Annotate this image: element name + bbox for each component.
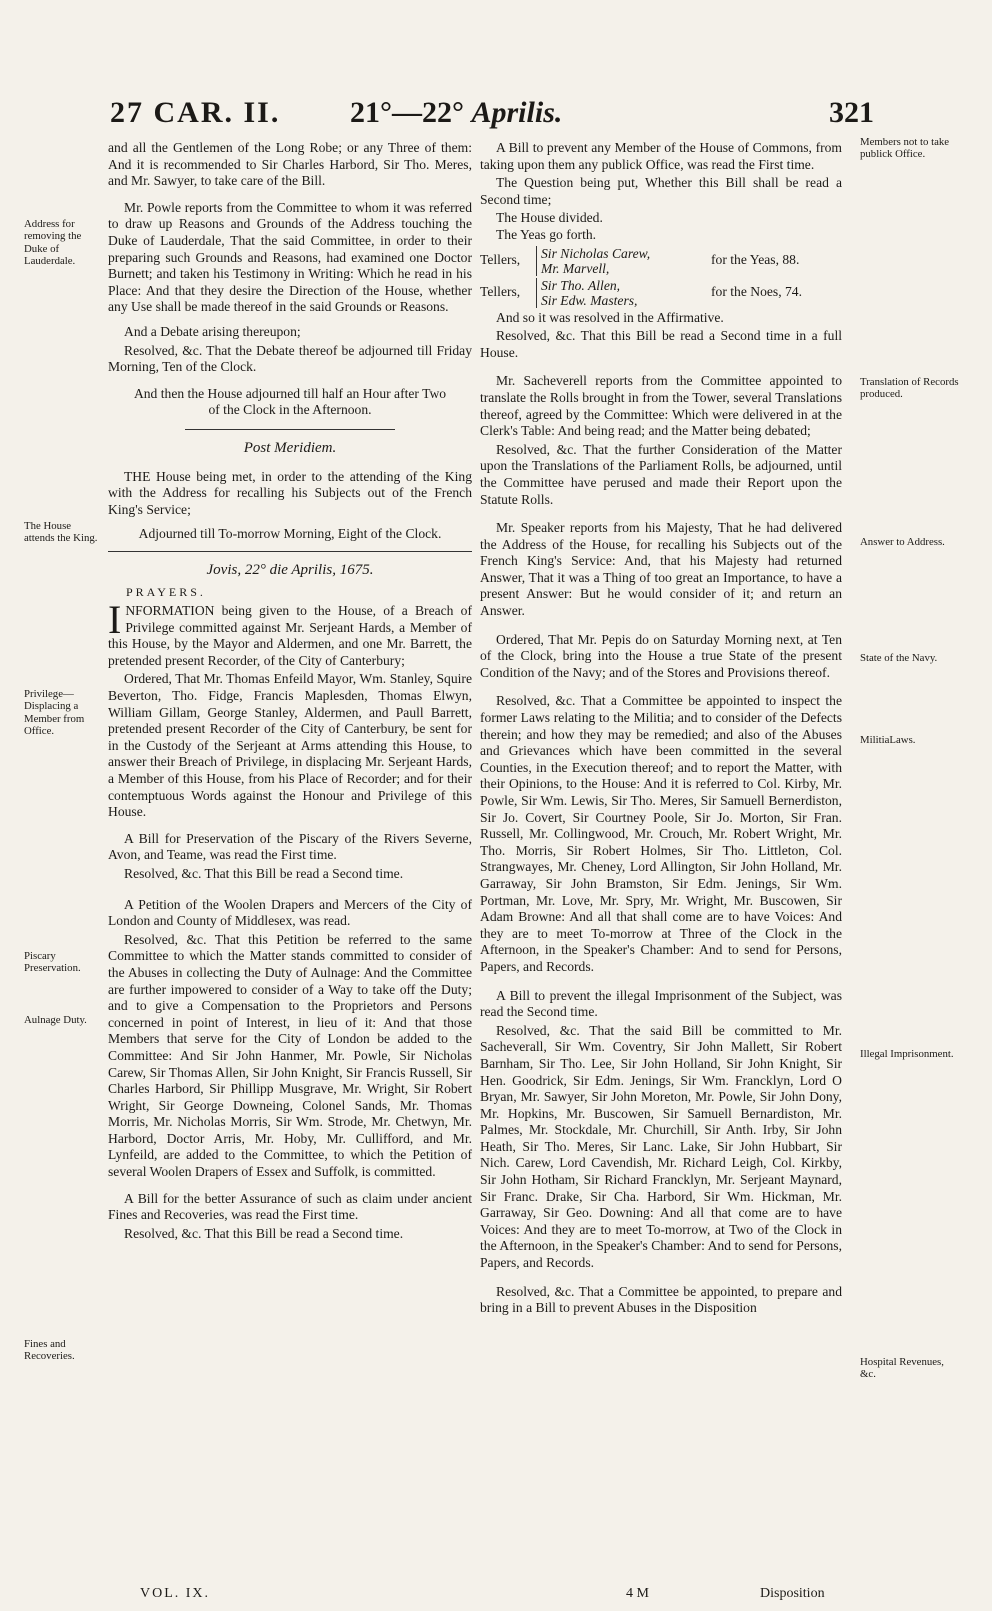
- printer-signature: 4 M: [626, 1586, 649, 1601]
- tellers-result: for the Noes, 74.: [711, 284, 802, 300]
- paragraph: Mr. Sacheverell reports from the Committee appointed to translate the Rolls brought in from the Tower, several Translations thereof, agreed by the Committee: Which were delivered in at the Clerk's Table: And being read; and the Matter being debated;: [480, 373, 842, 439]
- margin-note: MilitiaLaws.: [860, 734, 916, 746]
- margin-note: Members not to take publick Office.: [860, 136, 950, 161]
- drop-cap: I: [108, 597, 122, 643]
- paragraph: The Question being put, Whether this Bill shall be read a Second time;: [480, 175, 842, 207]
- paragraph: Mr. Speaker reports from his Majesty, That he had delivered the Address of the House, for recalling his Subjects out of the French King's Service: And, that his Majesty had returned Answer, That it was a Thing of too great an Importance, to have a present Answer: But he would consider of it; and return an Answer.: [480, 520, 842, 619]
- paragraph: A Bill to prevent any Member of the House of Commons, from taking upon them any publick Office, was read the First time.: [480, 140, 842, 172]
- paragraph: and all the Gentlemen of the Long Robe; or any Three of them: And it is recommended to Sir Charles Harbord, Sir Tho. Meres, and Mr. Sawyer, to take care of the Bill.: [108, 140, 472, 189]
- section-heading: Post Meridiem.: [243, 439, 337, 456]
- paragraph: Resolved, &c. That the Debate thereof be adjourned till Friday Morning, Ten of the Clock.: [108, 342, 472, 375]
- paragraph: Resolved, &c. That a Committee be appointed to inspect the former Laws relating to the Militia; and to consider of the Defects therein; and how they may be remedied; and also of the Abuses and Grievances which have been committed in the several Counties, in the Execution thereof; and to report the Matter, with their Opinions, to the House: And it is referred to Col. Kirby, Mr. Powle, Sir Wm. Lewis, Sir Tho. Meres, Sir Samuell Bernerdiston, Sir Jo. Covert, Sir Courtney Poole, Sir Jo. Morton, Sir Fran. Russell, Mr. Collingwood, Mr. Crouch, Mr. Robert Wright, Mr. Tho. Morris, Sir Robert Holmes, Sir Tho. Littleton, Col. Strangwayes, Mr. Cheney, Lord Allington, Sir John Holland, Mr. Garraway, Sir John Bramston, Sir Edm. Jenings, Sir Wm. Portman, Mr. Love, Mr. Spry, Mr. Wright, Mr. Buscowen, Sir Adam Browne: And all that shall come are to have Voices: And they are to meet To-morrow at Three of the Clock in the Afternoon, in the Speaker's Chamber: And to send for Persons, Papers, and Records.: [480, 693, 842, 974]
- paragraph: The Yeas go forth.: [496, 226, 597, 242]
- paragraph: Resolved, &c. That this Petition be referred to the same Committee to which the Matter stands committed to consider of the Abuses in collecting the Duty of Aulnage: And the Committee are further impowered to consider of a Way to take off the Duty; and to give a Compensation to the Proprietors and Persons concerned in point of Interest, in lieu of it: And that those Members that serve for the City of London be added to the Committee: And Sir John Hanmer, Mr. Powle, Sir Nicholas Carew, Sir Thomas Allen, Sir John Knight, Sir Francis Russell, Sir Charles Harbord, Sir Phillipp Musgrave, Mr. Wright, Sir Robert Wright, Sir George Downeing, Colonel Sands, Mr. Thomas Morris, Mr. Nicholas Morris, Sir Wm. Strode, Mr. Chetwyn, Mr. Harbord, Doctor Arris, Mr. Hoby, Mr. Cullifford, and Mr. Lynfeild, are added to the Committee, to which the Petition of several Woolen Drapers of Essex and Suffolk, is committed.: [108, 931, 472, 1180]
- paragraph: THE House being met, in order to the attending of the King with the Address for recalling his Subjects out of the French King's Service;: [108, 468, 472, 517]
- paragraph: A Bill for the better Assurance of such as claim under ancient Fines and Recoveries, was read the First time.: [108, 1190, 472, 1223]
- tellers-names: [536, 246, 691, 276]
- margin-note: Fines and Recoveries.: [24, 1338, 75, 1363]
- tellers-label: Tellers,: [480, 284, 521, 300]
- tellers-yeas: [480, 246, 842, 276]
- margin-note: Aulnage Duty.: [24, 1014, 87, 1026]
- regnal-year: 27 CAR. II.: [110, 96, 281, 129]
- paragraph: [108, 597, 472, 669]
- divider: [185, 429, 395, 430]
- margin-note: Address for removing the Duke of Lauderdale.: [24, 218, 82, 268]
- margin-note: Illegal Imprisonment.: [860, 1048, 954, 1060]
- prayers-heading: PRAYERS.: [126, 585, 206, 600]
- tellers-result: for the Yeas, 88.: [711, 252, 800, 268]
- paragraph: Resolved, &c. That this Bill be read a Second time.: [124, 865, 404, 881]
- paragraph: A Petition of the Woolen Drapers and Mercers of the City of London and County of Middlesex, was read.: [108, 896, 472, 929]
- paragraph: Resolved, &c. That this Bill be read a Second time in a full House.: [480, 328, 842, 360]
- header-month: Aprilis.: [471, 96, 563, 129]
- tellers-label: Tellers,: [480, 252, 521, 268]
- header-date-range: 21°—22°: [350, 96, 464, 129]
- paragraph: The House divided.: [496, 210, 603, 226]
- margin-note: Privilege—Displacing a Member from Office.: [24, 688, 85, 738]
- margin-note: Piscary Preservation.: [24, 950, 81, 975]
- margin-note: State of the Navy.: [860, 652, 938, 664]
- paragraph: A Bill for Preservation of the Piscary of the Rivers Severne, Avon, and Teame, was read the First time.: [108, 830, 472, 863]
- tellers-names: [536, 278, 691, 308]
- teller-name: Mr. Marvell,: [541, 260, 610, 276]
- margin-note: Hospital Revenues, &c.: [860, 1356, 944, 1381]
- paragraph: And a Debate arising thereupon;: [124, 323, 301, 339]
- volume-number: VOL. IX.: [140, 1586, 211, 1601]
- paragraph: And so it was resolved in the Affirmative.: [496, 309, 724, 325]
- teller-name: Sir Edw. Masters,: [541, 292, 638, 308]
- adjournment: And then the House adjourned till half an Hour after Two of the Clock in the Afternoon.: [133, 385, 447, 418]
- teller-name: Sir Nicholas Carew,: [541, 245, 651, 261]
- header-dates: [350, 96, 562, 130]
- right-column: [480, 140, 842, 1325]
- paragraph: Resolved, &c. That this Bill be read a Second time.: [124, 1225, 404, 1241]
- adjournment: Adjourned till To-morrow Morning, Eight of the Clock.: [138, 526, 442, 542]
- day-heading: Jovis, 22° die Aprilis, 1675.: [206, 561, 374, 578]
- catchword: Disposition: [760, 1586, 825, 1601]
- paragraph: Mr. Powle reports from the Committee to whom it was referred to draw up Reasons and Grounds of the Address touching the Duke of Lauderdale, That the said Committee, in order to their preparing such Grounds and Reasons, had examined one Doctor Burnett; and taken his Testimony in Writing: Which he read in his Place: And that they desire the Direction of the House, whether any Use shall be made thereof in the said Grounds or Reasons.: [108, 199, 472, 315]
- divider: [108, 551, 472, 552]
- paragraph: Ordered, That Mr. Pepis do on Saturday Morning next, at Ten of the Clock, bring into the House a true State of the present Condition of the Navy; and of the Stores and Provisions thereof.: [480, 631, 842, 680]
- teller-name: Sir Tho. Allen,: [541, 277, 621, 293]
- paragraph: Resolved, &c. That the further Consideration of the Matter upon the Translations of the Parliament Rolls, be adjourned, until the Committee have perused and made their Report upon the Statute Rolls.: [480, 441, 842, 507]
- paragraph: Resolved, &c. That the said Bill be committed to Mr. Sacheverall, Sir Wm. Coventry, Sir John Mallett, Sir Robert Barnham, Sir Tho. Lee, Sir John Holland, Sir John Knight, Sir Hen. Goodrick, Sir Edm. Jenings, Sir Wm. Francklyn, Lord O Bryan, Mr. Sawyer, Sir John Moreton, Mr. Powle, Sir John Dony, Mr. Hopkins, Mr. Buscowen, Sir Samuell Bernardiston, Mr. Palmes, Mr. Stockdale, Mr. Churchill, Sir Anth. Irby, Sir John Heath, Sir Tho. Meres, Sir Lanc. Lake, Sir John Hubbart, Sir Nich. Carew, Lord Cavendish, Mr. Richard Leigh, Col. Kirkby, Sir John Hotham, Sir Richard Francklyn, Mr. Serjeant Maynard, Sir Franc. Drake, Sir Cha. Harbord, Sir Wm. Hickman, Mr. Garraway, Sir Geo. Downing: And all that come are to have Voices: And they are to meet To-morrow, at Two of the Clock in the Afternoon, in the Speaker's Chamber: And to send for Persons, Papers, and Records.: [480, 1022, 842, 1271]
- paragraph: A Bill to prevent the illegal Imprisonment of the Subject, was read the Second time.: [480, 987, 842, 1020]
- margin-note: Translation of Records produced.: [860, 376, 959, 401]
- page-number: 321: [829, 96, 874, 129]
- margin-note: The House attends the King.: [24, 520, 98, 545]
- page-header: [100, 96, 874, 136]
- left-column: [108, 140, 472, 1250]
- paragraph: Resolved, &c. That a Committee be appointed, to prepare and bring in a Bill to prevent Abuses in the Disposition: [480, 1283, 842, 1316]
- paragraph-text: NFORMATION being given to the House, of a Breach of Privilege committed against Mr. Serjeant Hards, a Member of this House, by the Mayor and Aldermen, and one Mr. Barrett, the pretended present Recorder, of the City of Canterbury;: [108, 603, 472, 668]
- paragraph: Ordered, That Mr. Thomas Enfeild Mayor, Wm. Stanley, Squire Beverton, Tho. Fidge, Francis Maplesden, Thomas Elwyn, William Gillam, George Stanley, Aldermen, and Paull Barrett, pretended present Recorder of the City of Canterbury, be sent for in the Custody of the Serjeant at Arms attending this House, to answer their Breach of Privilege, in displacing Mr. Serjeant Hards, a Member of this House, from his Place of Recorder; and for their contemptuous Words against the Honour and Privilege of this House.: [108, 671, 472, 820]
- tellers-noes: [480, 278, 842, 308]
- margin-note: Answer to Address.: [860, 536, 945, 548]
